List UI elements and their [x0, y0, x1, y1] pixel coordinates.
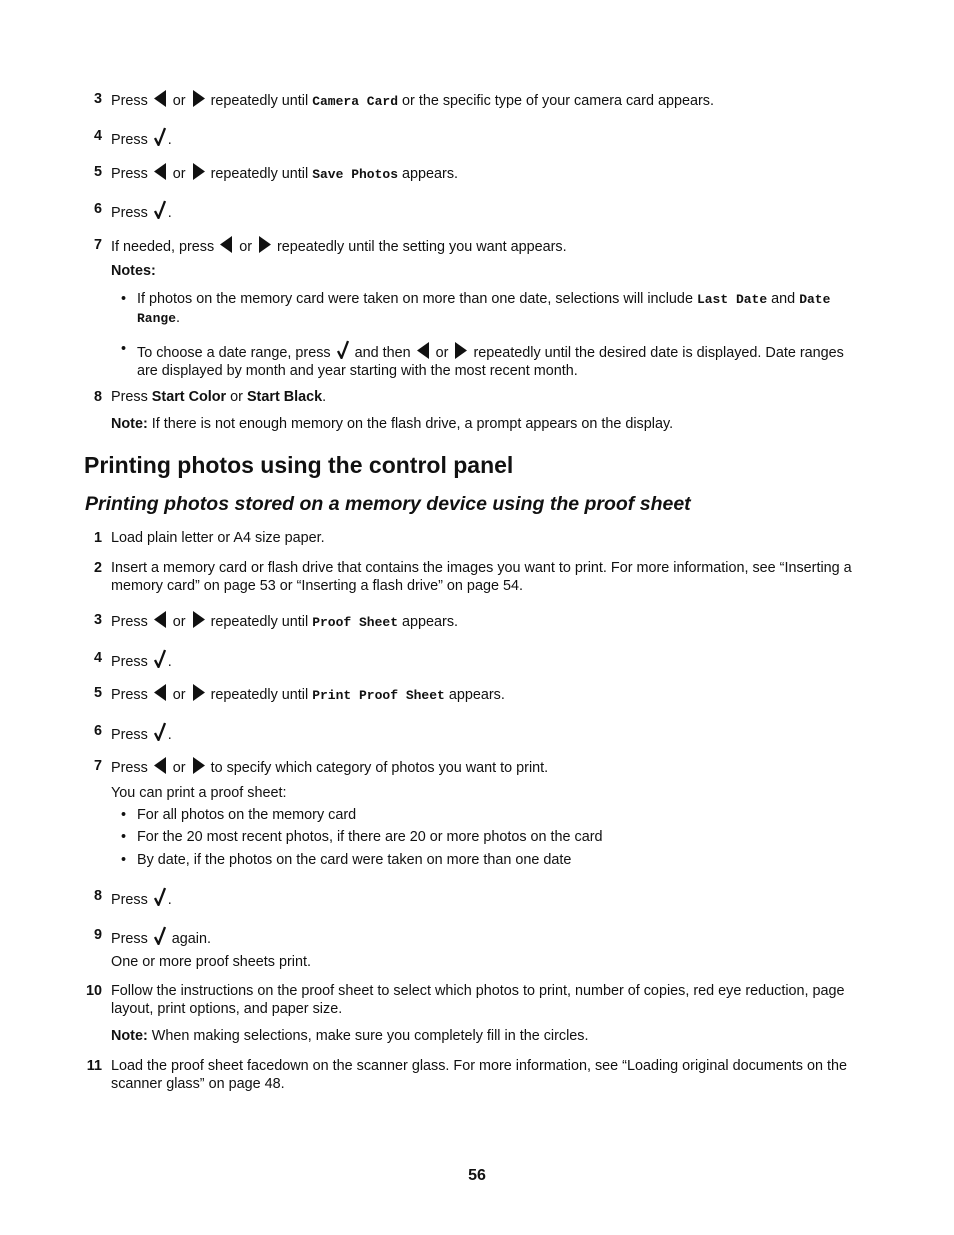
step-number: 5	[93, 164, 102, 180]
step-text: repeatedly until the setting you want appears.	[277, 239, 567, 255]
step-text: or	[172, 93, 186, 109]
step-number: 3	[93, 91, 102, 107]
right-arrow-icon	[454, 342, 467, 359]
step-text: or	[230, 389, 243, 405]
step-text: or	[239, 239, 252, 255]
button-label: Start Color	[151, 389, 227, 405]
note-text: If there is not enough memory on the flash drive, a prompt appears on the display.	[151, 416, 674, 432]
step-number: 9	[93, 927, 102, 943]
step-text: Press	[111, 132, 148, 148]
checkmark-icon	[154, 887, 166, 906]
step-text: Follow the instructions on the proof sheet to select which photos to print, number of copies, red eye reduction, page	[111, 983, 845, 999]
step-text: Press	[111, 654, 148, 670]
left-arrow-icon	[154, 757, 167, 774]
step-text: Press	[111, 931, 148, 947]
step-text: Insert a memory card or flash drive that contains the images you want to print. For more information, see “Inserting a	[111, 560, 852, 576]
step-text: .	[167, 205, 172, 221]
checkmark-icon	[337, 340, 349, 359]
left-arrow-icon	[417, 342, 430, 359]
step-text: appears.	[402, 614, 459, 630]
checkmark-icon	[154, 722, 166, 741]
checkmark-icon	[154, 926, 166, 945]
step-text: repeatedly until	[210, 614, 309, 630]
left-arrow-icon	[154, 684, 167, 701]
display-text: Range	[137, 311, 177, 326]
step-number: 6	[93, 201, 102, 217]
step-text: again.	[171, 931, 212, 947]
step-number: 8	[93, 888, 102, 904]
checkmark-icon	[154, 649, 166, 668]
step-text: to specify which category of photos you want to print.	[210, 760, 549, 776]
note-text: .	[176, 310, 181, 326]
step-text: .	[167, 892, 172, 908]
left-arrow-icon	[154, 163, 167, 180]
display-text: Last Date	[696, 292, 768, 307]
right-arrow-icon	[192, 757, 205, 774]
step-text: repeatedly until	[210, 166, 309, 182]
note-text: or	[435, 345, 449, 361]
step-number: 3	[93, 612, 102, 628]
step-detail: One or more proof sheets print.	[111, 954, 311, 970]
bullet: •	[121, 829, 127, 845]
step-text: or	[172, 687, 186, 703]
step-text: or	[172, 166, 186, 182]
step-text: Press	[111, 614, 148, 630]
button-label: Start Black	[246, 389, 323, 405]
note-text: and	[771, 291, 796, 307]
step-text: or	[172, 760, 186, 776]
step-text: repeatedly until	[210, 687, 309, 703]
step-text: or	[172, 614, 186, 630]
subsection-heading: Printing photos stored on a memory device using the proof sheet	[85, 493, 691, 515]
checkmark-icon	[154, 200, 166, 219]
step-number: 6	[93, 723, 102, 739]
step-number: 4	[93, 650, 102, 666]
step-text: Press	[111, 205, 148, 221]
step-text: appears.	[402, 166, 459, 182]
step-text: Press	[111, 166, 148, 182]
bullet: •	[121, 807, 127, 823]
step-text: Load plain letter or A4 size paper.	[111, 530, 325, 546]
step-text: Press	[111, 389, 148, 405]
left-arrow-icon	[154, 90, 167, 107]
step-text: appears.	[448, 687, 505, 703]
display-text: Print Proof Sheet	[312, 688, 445, 703]
step-text: Press	[111, 760, 148, 776]
note-label: Note:	[111, 1028, 148, 1044]
list-item-text: By date, if the photos on the card were taken on more than one date	[137, 852, 572, 868]
list-item-text: For all photos on the memory card	[137, 807, 357, 823]
step-text: .	[167, 727, 172, 743]
step-text: Load the proof sheet facedown on the scanner glass. For more information, see “Loading original documents on the	[111, 1058, 847, 1074]
step-number: 4	[93, 128, 102, 144]
left-arrow-icon	[220, 236, 233, 253]
bullet: •	[121, 852, 127, 868]
display-text: Save Photos	[312, 167, 399, 182]
note-text: When making selections, make sure you completely fill in the circles.	[151, 1028, 589, 1044]
display-text: Proof Sheet	[312, 615, 399, 630]
step-number: 11	[86, 1058, 102, 1074]
step-number: 8	[93, 389, 102, 405]
right-arrow-icon	[192, 684, 205, 701]
step-text: scanner glass” on page 48.	[111, 1076, 285, 1092]
page-number: 56	[468, 1167, 486, 1184]
step-text: .	[167, 132, 172, 148]
step-number: 10	[85, 983, 102, 999]
section-heading: Printing photos using the control panel	[84, 452, 514, 478]
note	[111, 415, 911, 433]
step-text: layout, print options, and paper size.	[111, 1001, 343, 1017]
left-arrow-icon	[154, 611, 167, 628]
step-text: or the specific type of your camera card appears.	[402, 93, 714, 109]
step-text: If needed, press	[111, 239, 215, 255]
note-text: repeatedly until the desired date is displayed. Date ranges	[473, 345, 844, 361]
step-number: 7	[93, 237, 102, 253]
step-text: Press	[111, 93, 148, 109]
step-detail: You can print a proof sheet:	[111, 785, 287, 801]
note-text: To choose a date range, press	[137, 345, 331, 361]
display-text: Date	[799, 292, 831, 307]
note-text: are displayed by month and year starting with the most recent month.	[137, 363, 578, 379]
step-text: repeatedly until	[210, 93, 309, 109]
right-arrow-icon	[192, 90, 205, 107]
step-number: 5	[93, 685, 102, 701]
checkmark-icon	[154, 127, 166, 146]
note	[111, 1027, 911, 1045]
right-arrow-icon	[258, 236, 271, 253]
notes-label: Notes:	[111, 263, 156, 279]
bullet: •	[121, 341, 127, 357]
step-text: .	[322, 389, 327, 405]
step-text: Press	[111, 727, 148, 743]
note-text: If photos on the memory card were taken on more than one date, selections will include	[137, 291, 693, 307]
note-label: Note:	[111, 416, 148, 432]
step-text: Press	[111, 687, 148, 703]
step-text: .	[167, 654, 172, 670]
step-number: 2	[93, 560, 102, 576]
note-text: and then	[354, 345, 411, 361]
right-arrow-icon	[192, 163, 205, 180]
display-text: Camera Card	[312, 94, 399, 109]
step-number: 1	[93, 530, 102, 546]
step-number: 7	[93, 758, 102, 774]
step-text: memory card” on page 53 or “Inserting a flash drive” on page 54.	[111, 578, 523, 594]
right-arrow-icon	[192, 611, 205, 628]
list-item-text: For the 20 most recent photos, if there are 20 or more photos on the card	[137, 829, 603, 845]
step-text: Press	[111, 892, 148, 908]
bullet: •	[121, 291, 127, 307]
